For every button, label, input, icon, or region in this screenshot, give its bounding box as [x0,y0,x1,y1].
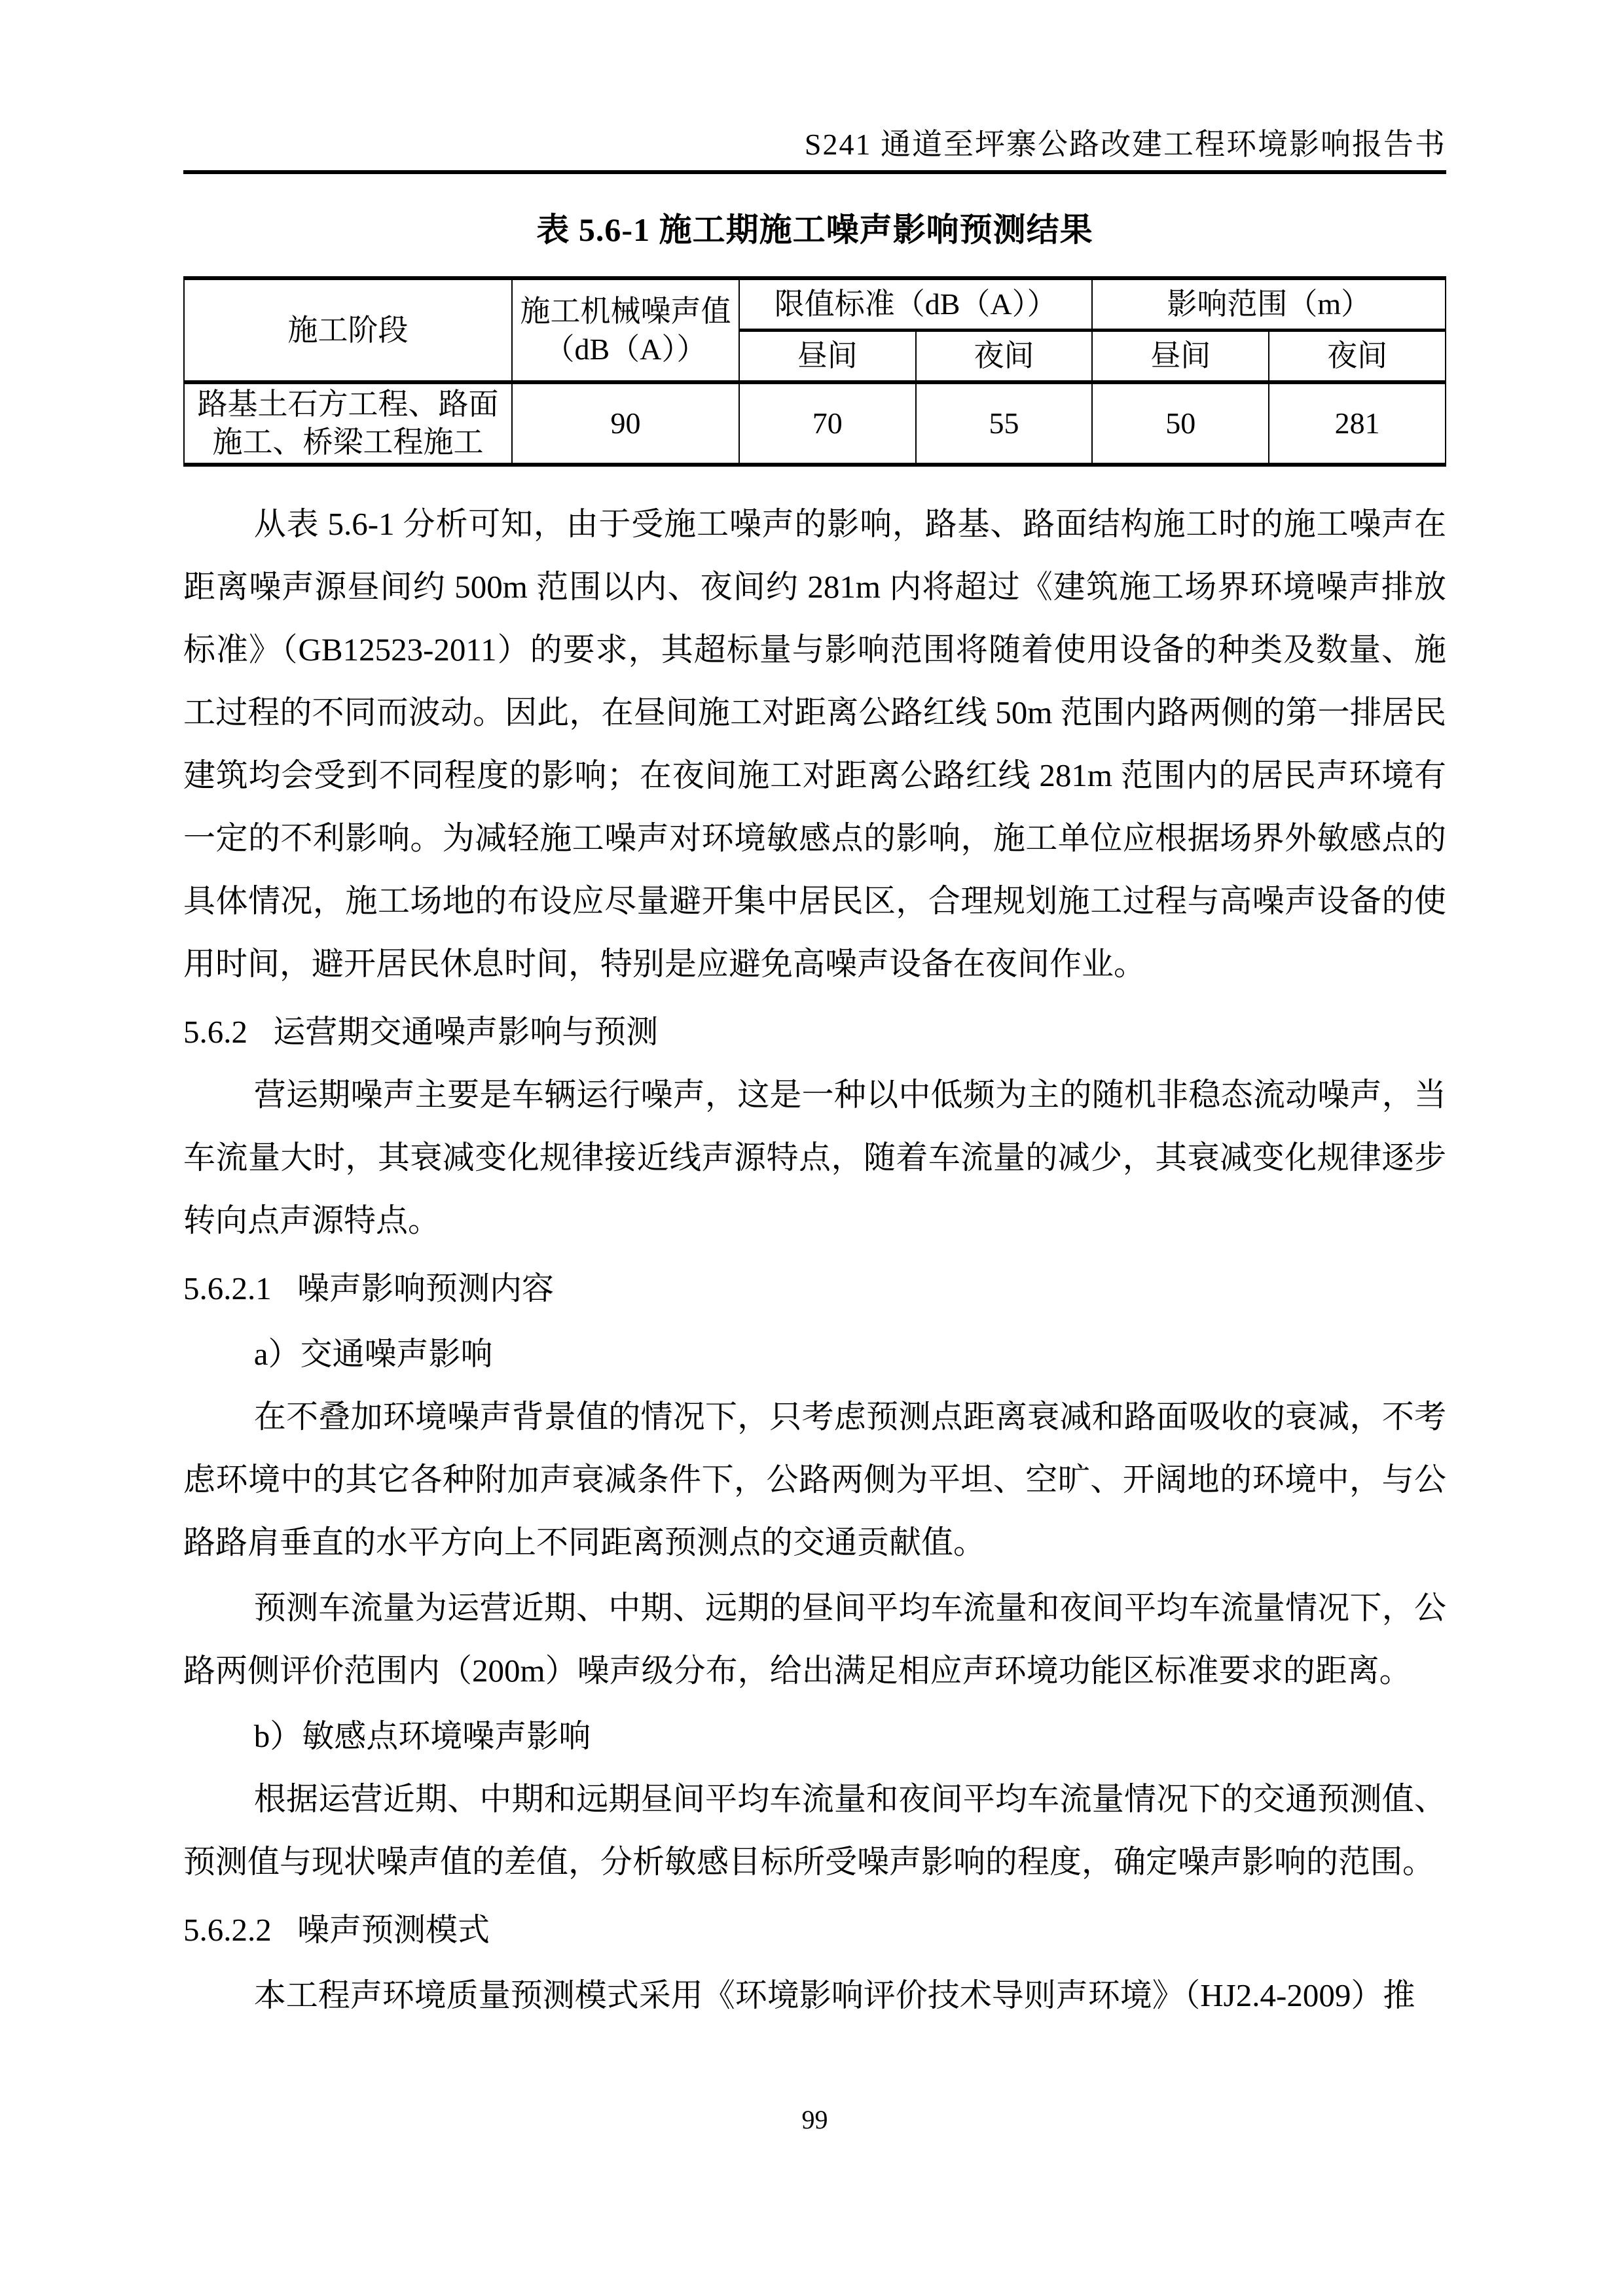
section-title: 噪声预测模式 [297,1912,490,1948]
th-range-day: 昼间 [1092,331,1269,383]
cell-range-day: 50 [1092,382,1269,465]
item-a-traffic-noise-impact: a）交通噪声影响 [253,1336,493,1372]
th-limit-day: 昼间 [739,331,916,383]
cell-machine-noise: 90 [512,382,739,465]
paragraph-sensitive-target-analysis: 根据运营近期、中期和远期昼间平均车流量和夜间平均车流量情况下的交通预测值、预测值与现状噪声值的差值，分析敏感目标所受噪声影响的程度，确定噪声影响的范围。 [183,1781,1446,1880]
section-number: 5.6.2.2 [183,1912,272,1948]
section-heading-5-6-2-1 [183,1257,1446,1320]
item-b-sensitive-point-noise: b）敏感点环境噪声影响 [253,1718,591,1754]
table-caption: 表 5.6-1 施工期施工噪声影响预测结果 [536,211,1093,248]
page-header [183,0,1446,174]
noise-prediction-table [183,276,1446,467]
section-title: 运营期交通噪声影响与预测 [273,1014,659,1050]
paragraph-prediction-conditions: 在不叠加环境噪声背景值的情况下，只考虑预测点距离衰减和路面吸收的衰减，不考虑环境中的其它各种附加声衰减条件下，公路两侧为平坦、空旷、开阔地的环境中，与公路路肩垂直的水平方向上不同距离预测点的交通贡献值。 [183,1399,1446,1560]
th-limit-standard: 限值标准（dB（A）） [739,278,1093,331]
th-limit-night: 夜间 [916,331,1093,383]
cell-limit-night: 55 [916,382,1093,465]
table-header-row-1 [184,278,1446,331]
th-impact-range: 影响范围（m） [1092,278,1446,331]
cell-limit-day: 70 [739,382,916,465]
section-number: 5.6.2 [183,1014,247,1050]
page-number: 99 [801,2105,828,2134]
section-number: 5.6.2.1 [183,1270,272,1306]
body-text [183,493,1446,2027]
th-machine-noise: 施工机械噪声值（dB（A）） [512,278,739,382]
cell-range-night: 281 [1269,382,1446,465]
th-range-night: 夜间 [1269,331,1446,383]
section-heading-5-6-2-2 [183,1899,1446,1962]
paragraph-prediction-model: 本工程声环境质量预测模式采用《环境影响评价技术导则声环境》（HJ2.4-2009）推 [253,1977,1415,2013]
header-title: S241 通道至坪寨公路改建工程环境影响报告书 [804,128,1446,161]
paragraph-construction-noise-analysis: 从表 5.6-1 分析可知，由于受施工噪声的影响，路基、路面结构施工时的施工噪声在距离噪声源昼间约 500m 范围以内、夜间约 281m 内将超过《建筑施工场界环境噪声排放标准》（GB12523-2011）的要求，其超标量与影响范围将随着使用设备的种类及数量、施工过程的不同而波动。因此，在昼间施工对距离公路红线 50m 范围内路两侧的第一排居民建筑均会受到不同程度的影响；在夜间施工对距离公路红线 281m 范围内的居民声环境有一定的不利影响。为减轻施工噪声对环境敏感点的影响，施工单位应根据场界外敏感点的具体情况，施工场地的布设应尽量避开集中居民区，合理规划施工过程与高噪声设备的使用时间，避开居民休息时间，特别是应避免高噪声设备在夜间作业。 [183,506,1446,982]
section-title: 噪声影响预测内容 [297,1270,554,1306]
paragraph-traffic-volume-prediction: 预测车流量为运营近期、中期、远期的昼间平均车流量和夜间平均车流量情况下，公路两侧评价范围内（200m）噪声级分布，给出满足相应声环境功能区标准要求的距离。 [183,1590,1446,1689]
th-stage: 施工阶段 [184,278,512,382]
paragraph-operation-noise-character: 营运期噪声主要是车辆运行噪声，这是一种以中低频为主的随机非稳态流动噪声，当车流量大时，其衰减变化规律接近线声源特点，随着车流量的减少，其衰减变化规律逐步转向点声源特点。 [183,1077,1446,1238]
cell-stage: 路基土石方工程、路面施工、桥梁工程施工 [184,382,512,465]
table-row [184,382,1446,465]
content-area [183,0,1446,2136]
section-heading-5-6-2 [183,1001,1446,1064]
page-footer [183,2104,1446,2136]
